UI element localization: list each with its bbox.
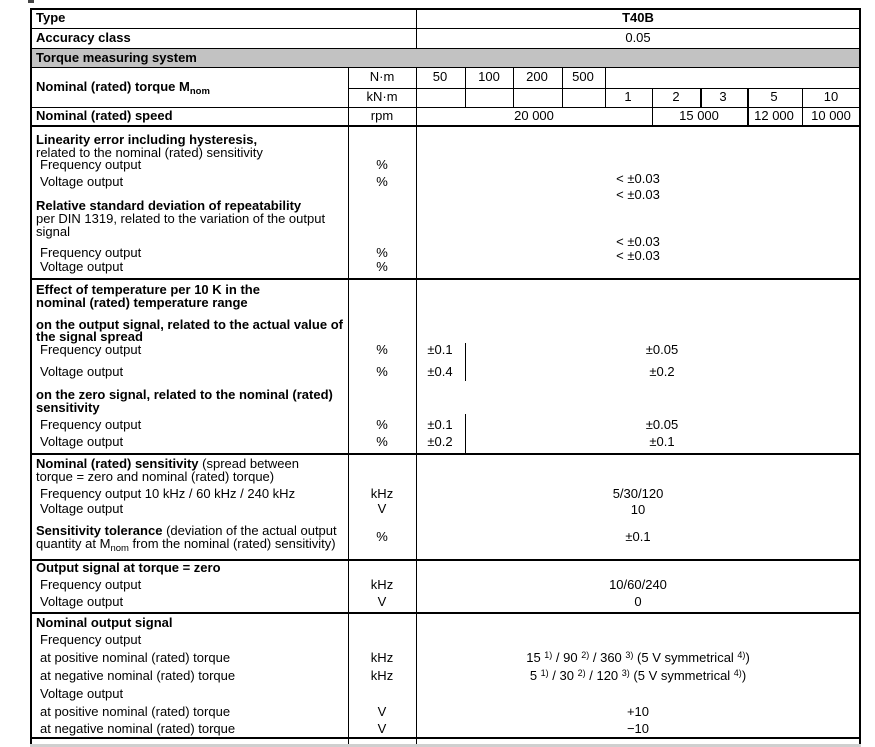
speed-20000: 20 000 [514, 108, 554, 123]
tolerance-title-rest: (deviation of the actual output [162, 523, 337, 538]
torque-label-subscript: nom [189, 85, 210, 97]
table-border-line [30, 612, 861, 614]
torque-row-label [36, 79, 210, 97]
temp-out-volt-unit: % [376, 364, 388, 379]
table-border-line [465, 414, 466, 453]
torque-knm-2: 2 [672, 89, 680, 104]
linearity-freq-unit: % [376, 157, 388, 172]
temp-output-sub2: the signal spread [36, 329, 143, 344]
clipped-text-fragment [28, 0, 34, 3]
sensitivity-title-rest: (spread between [198, 456, 299, 471]
sensitivity-freq-label: Frequency output 10 kHz / 60 kHz / 240 kHz [40, 486, 296, 501]
temp-out-volt-value-rest: ±0.2 [649, 364, 675, 379]
sensitivity-volt-value: 10 [630, 502, 646, 517]
val-part: (5 V symmetrical [629, 668, 734, 683]
table-border-line [30, 125, 861, 127]
tolerance-unit: % [376, 529, 388, 544]
speed-15000: 15 000 [679, 108, 719, 123]
sensitivity-volt-unit: V [377, 501, 387, 516]
repeatability-freq-value: < ±0.03 [616, 234, 660, 249]
temp-zero-volt-value-rest: ±0.1 [649, 434, 675, 449]
temp-zero-sub2: sensitivity [36, 400, 100, 415]
unit-knm: kN·m [366, 89, 398, 104]
output-zero-volt-unit: V [377, 594, 387, 609]
footnote-3: 3) [625, 650, 634, 660]
tolerance-line2-subscript: nom [110, 542, 129, 554]
unit-nm: N·m [369, 69, 395, 84]
table-border-line [30, 737, 861, 739]
temp-out-freq-value-rest: ±0.05 [645, 342, 679, 357]
torque-nm-500: 500 [572, 69, 594, 84]
output-zero-volt-value: 0 [634, 594, 642, 609]
table-border-line [30, 8, 861, 10]
tolerance-line2 [36, 536, 336, 554]
table-border-line [859, 8, 861, 744]
accuracy-row-value: 0.05 [625, 30, 651, 45]
linearity-freq-value: < ±0.03 [616, 171, 660, 186]
output-zero-title: Output signal at torque = zero [36, 560, 221, 575]
tolerance-line2-a: quantity at M [36, 536, 111, 551]
temp-zero-sub1: on the zero signal, related to the nominal (rated) [36, 387, 333, 402]
nominal-output-neg-label: at negative nominal (rated) torque [40, 668, 236, 683]
table-border-line [416, 67, 417, 744]
nominal-output-pos-label: at positive nominal (rated) torque [40, 650, 231, 665]
sensitivity-freq-value: 5/30/120 [612, 486, 664, 501]
repeatability-title: Relative standard deviation of repeatability [36, 198, 302, 213]
temp-output-sub1: on the output signal, related to the actual value of [36, 317, 343, 332]
torque-nm-50: 50 [432, 69, 448, 84]
nominal-output-vpos-label: at positive nominal (rated) torque [40, 704, 231, 719]
torque-knm-3: 3 [719, 89, 727, 104]
repeatability-volt-label: Voltage output [40, 259, 124, 274]
temp-out-volt-label: Voltage output [40, 364, 124, 379]
temperature-title1: Effect of temperature per 10 K in the [36, 282, 260, 297]
linearity-volt-label: Voltage output [40, 174, 124, 189]
footnote-4: 4) [737, 650, 746, 660]
footnote-4: 4) [733, 668, 742, 678]
repeatability-freq-unit: % [376, 245, 388, 260]
nominal-output-vneg-label: at negative nominal (rated) torque [40, 721, 236, 736]
tolerance-title-bold: Sensitivity tolerance [36, 523, 163, 538]
table-border-line [802, 88, 803, 125]
table-border-line [465, 67, 466, 107]
table-border-line [416, 8, 417, 48]
table-border-line [700, 88, 702, 107]
nominal-output-vpos-value: +10 [626, 704, 650, 719]
temp-zero-freq-unit: % [376, 417, 388, 432]
nominal-output-pos-unit: kHz [370, 650, 394, 665]
val-part: ) [745, 650, 750, 665]
torque-knm-10: 10 [823, 89, 839, 104]
sensitivity-title-bold: Nominal (rated) sensitivity [36, 456, 199, 471]
sensitivity-title-line2: torque = zero and nominal (rated) torque) [36, 469, 275, 484]
linearity-title: Linearity error including hysteresis, [36, 132, 258, 147]
table-border-line [30, 28, 861, 29]
repeatability-volt-unit: % [376, 259, 388, 274]
type-row-value: T40B [622, 10, 654, 25]
val-part: 5 [529, 668, 541, 683]
footnote-3: 3) [621, 668, 630, 678]
torque-knm-1: 1 [624, 89, 632, 104]
nominal-output-vneg-value: −10 [626, 721, 650, 736]
table-border-line [348, 67, 349, 744]
linearity-freq-label: Frequency output [40, 157, 142, 172]
table-border-line [513, 67, 514, 107]
repeatability-freq-label: Frequency output [40, 245, 142, 260]
tolerance-value: ±0.1 [625, 529, 651, 544]
linearity-volt-value: < ±0.03 [616, 187, 660, 202]
tolerance-line2-b: from the nominal (rated) sensitivity) [128, 536, 336, 551]
nominal-output-volt-label: Voltage output [40, 686, 124, 701]
table-border-line [605, 67, 606, 107]
temp-out-freq-label: Frequency output [40, 342, 142, 357]
temp-zero-freq-value-col1: ±0.1 [427, 417, 453, 432]
sensitivity-volt-label: Voltage output [40, 501, 124, 516]
nominal-output-freq-label: Frequency output [40, 632, 142, 647]
speed-row-label: Nominal (rated) speed [36, 108, 173, 123]
footnote-1: 1) [544, 650, 553, 660]
torque-nm-200: 200 [526, 69, 548, 84]
output-zero-freq-label: Frequency output [40, 577, 142, 592]
table-border-line [30, 8, 32, 744]
val-part: 15 [526, 650, 545, 665]
nominal-output-neg-value [530, 668, 746, 685]
temp-zero-freq-label: Frequency output [40, 417, 142, 432]
speed-12000: 12 000 [754, 108, 794, 123]
torque-knm-5: 5 [770, 89, 778, 104]
section-title: Torque measuring system [36, 50, 197, 65]
table-border-line [30, 67, 861, 68]
nominal-output-title: Nominal output signal [36, 615, 173, 630]
repeatability-volt-value: < ±0.03 [616, 248, 660, 263]
val-part: / 90 [552, 650, 582, 665]
table-border-line [30, 453, 861, 455]
temp-out-freq-value-col1: ±0.1 [427, 342, 453, 357]
temp-zero-volt-value-col1: ±0.2 [427, 434, 453, 449]
torque-nm-100: 100 [478, 69, 500, 84]
linearity-subtitle: related to the nominal (rated) sensitivity [36, 145, 263, 160]
table-border-line [465, 343, 466, 381]
output-zero-volt-label: Voltage output [40, 594, 124, 609]
table-border-line [652, 88, 653, 125]
nominal-output-neg-unit: kHz [370, 668, 394, 683]
temp-zero-volt-unit: % [376, 434, 388, 449]
linearity-volt-unit: % [376, 174, 388, 189]
output-zero-freq-unit: kHz [370, 577, 394, 592]
temperature-title2: nominal (rated) temperature range [36, 295, 248, 310]
accuracy-row-label: Accuracy class [36, 30, 131, 45]
val-part: ) [741, 668, 747, 683]
temp-zero-freq-value-rest: ±0.05 [645, 417, 679, 432]
temp-zero-volt-label: Voltage output [40, 434, 124, 449]
footnote-2: 2) [577, 668, 586, 678]
val-part: / 360 [589, 650, 626, 665]
temp-out-freq-unit: % [376, 342, 388, 357]
repeatability-sub1: per DIN 1319, related to the variation of the output [36, 211, 326, 226]
table-border-line [562, 67, 563, 107]
table-border-line [30, 48, 861, 49]
val-part: / 30 [548, 668, 578, 683]
footnote-2: 2) [581, 650, 590, 660]
val-part: / 120 [585, 668, 622, 683]
unit-rpm: rpm [370, 108, 394, 123]
footnote-1: 1) [540, 668, 549, 678]
temp-out-volt-value-col1: ±0.4 [427, 364, 453, 379]
output-zero-freq-value: 10/60/240 [609, 577, 667, 592]
type-row-label: Type [36, 10, 66, 25]
table-border-line [747, 88, 749, 125]
val-part: (5 V symmetrical [633, 650, 738, 665]
sensitivity-freq-unit: kHz [370, 486, 394, 501]
nominal-output-pos-value [526, 650, 750, 667]
nominal-output-vneg-unit: V [377, 721, 387, 736]
speed-10000: 10 000 [811, 108, 851, 123]
table-border-line [30, 278, 861, 280]
torque-label-text: Nominal (rated) torque M [36, 79, 190, 94]
repeatability-sub2: signal [36, 224, 70, 239]
nominal-output-vpos-unit: V [377, 704, 387, 719]
